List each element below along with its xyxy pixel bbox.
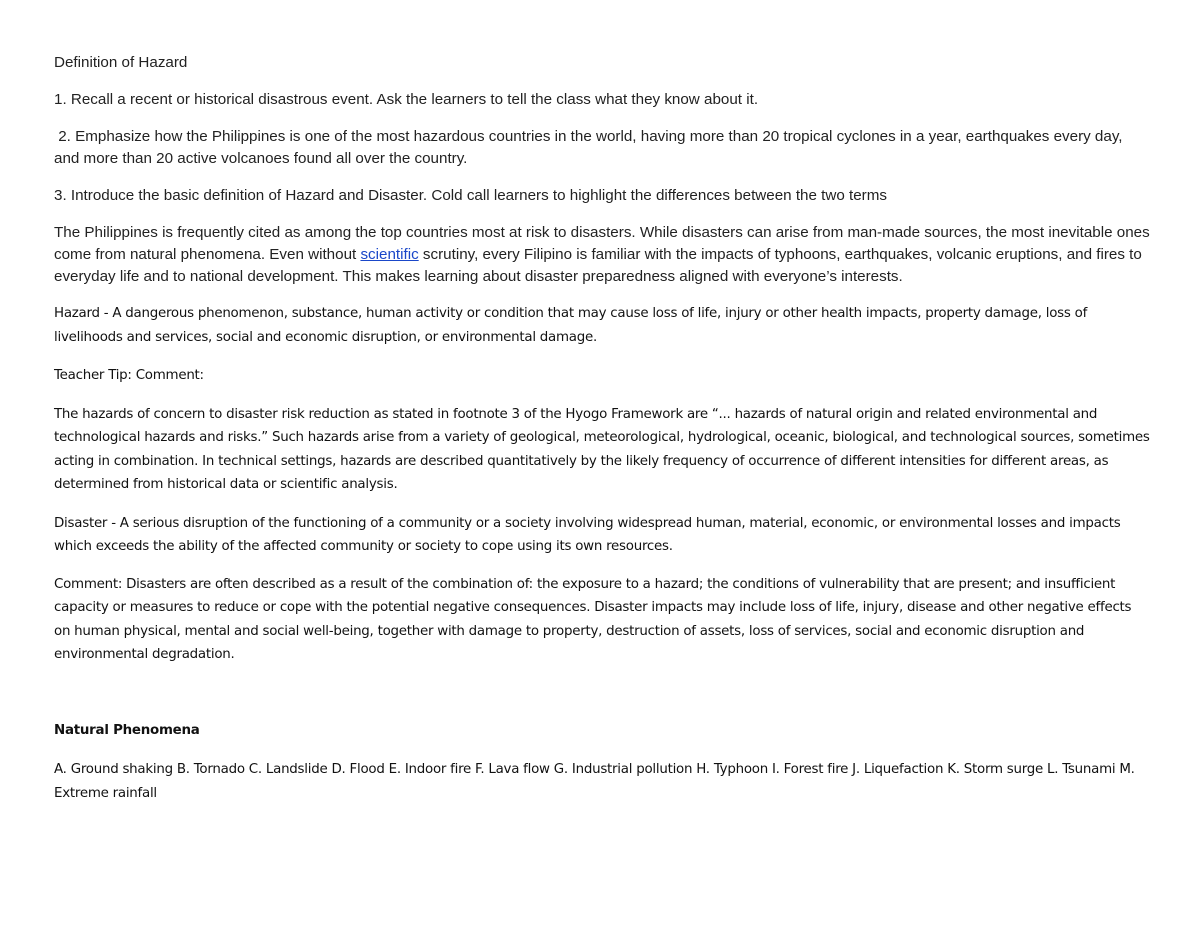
natural-phenomena-list: A. Ground shaking B. Tornado C. Landslide D. Flood E. Indoor fire F. Lava flow G. Industrial pollution H. Typhoon I. Forest fire J. Liquefaction K. Storm surge L. Tsunami M. Extreme rainfall [54,762,1135,801]
step-3: 3. Introduce the basic definition of Hazard and Disaster. Cold call learners to highlight the differences between the two terms [54,187,887,204]
document-heading: Definition of Hazard [54,54,188,71]
disaster-definition: Disaster - A serious disruption of the functioning of a community or a society involving widespread human, material, economic, or environmental losses and impacts which exceeds the ability of the affected community or society to cope using its own resources. [54,515,1121,554]
step-1: 1. Recall a recent or historical disastrous event. Ask the learners to tell the class what they know about it. [54,91,759,108]
step-2: 2. Emphasize how the Philippines is one of the most hazardous countries in the world, having more than 20 tropical cyclones in a year, earthquakes every day, and more than 20 active volcanoes found all over the country. [54,128,1127,167]
intro-paragraph [54,222,1150,288]
disaster-comment: Comment: Disasters are often described as a result of the combination of: the exposure to a hazard; the conditions of vulnerability that are present; and insufficient capacity or measures to reduce or cope with the potential negative consequences. Disaster impacts may include loss of life, injury, disease and other negative effects on human physical, mental and social well-being, together with damage to property, destruction of assets, loss of services, social and economic disruption and environmental degradation. [54,576,1132,662]
natural-phenomena-title: Natural Phenomena [54,722,200,738]
document-page [54,52,1150,805]
intro-text-before-link: The Philippines is frequently cited as among the top countries most at risk to disasters. While disasters can arise from man-made sources, the most inevitable ones come from natural phenomena. Even without [54,224,1150,263]
intro-text-after-link: scrutiny, every Filipino is familiar with the impacts of typhoons, earthquakes, volcanic eruptions, and fires to everyday life and to national development. This makes learning about disaster preparedness aligned with everyone’s interests. [54,246,1142,285]
teacher-tip: Teacher Tip: Comment: [54,368,204,383]
hazard-comment: The hazards of concern to disaster risk reduction as stated in footnote 3 of the Hyogo Framework are “... hazards of natural origin and related environmental and technological hazards and risks.” Such hazards arise from a variety of geological, meteorological, hydrological, oceanic, biological, and technological sources, sometimes acting in combination. In technical settings, hazards are described quantitatively by the likely frequency of occurrence of different intensities for different areas, as determined from historical data or scientific analysis. [54,406,1150,492]
hazard-definition: Hazard - A dangerous phenomenon, substance, human activity or condition that may cause loss of life, injury or other health impacts, property damage, loss of livelihoods and services, social and economic disruption, or environmental damage. [54,306,1088,345]
scientific-link[interactable]: scientific [360,246,419,263]
